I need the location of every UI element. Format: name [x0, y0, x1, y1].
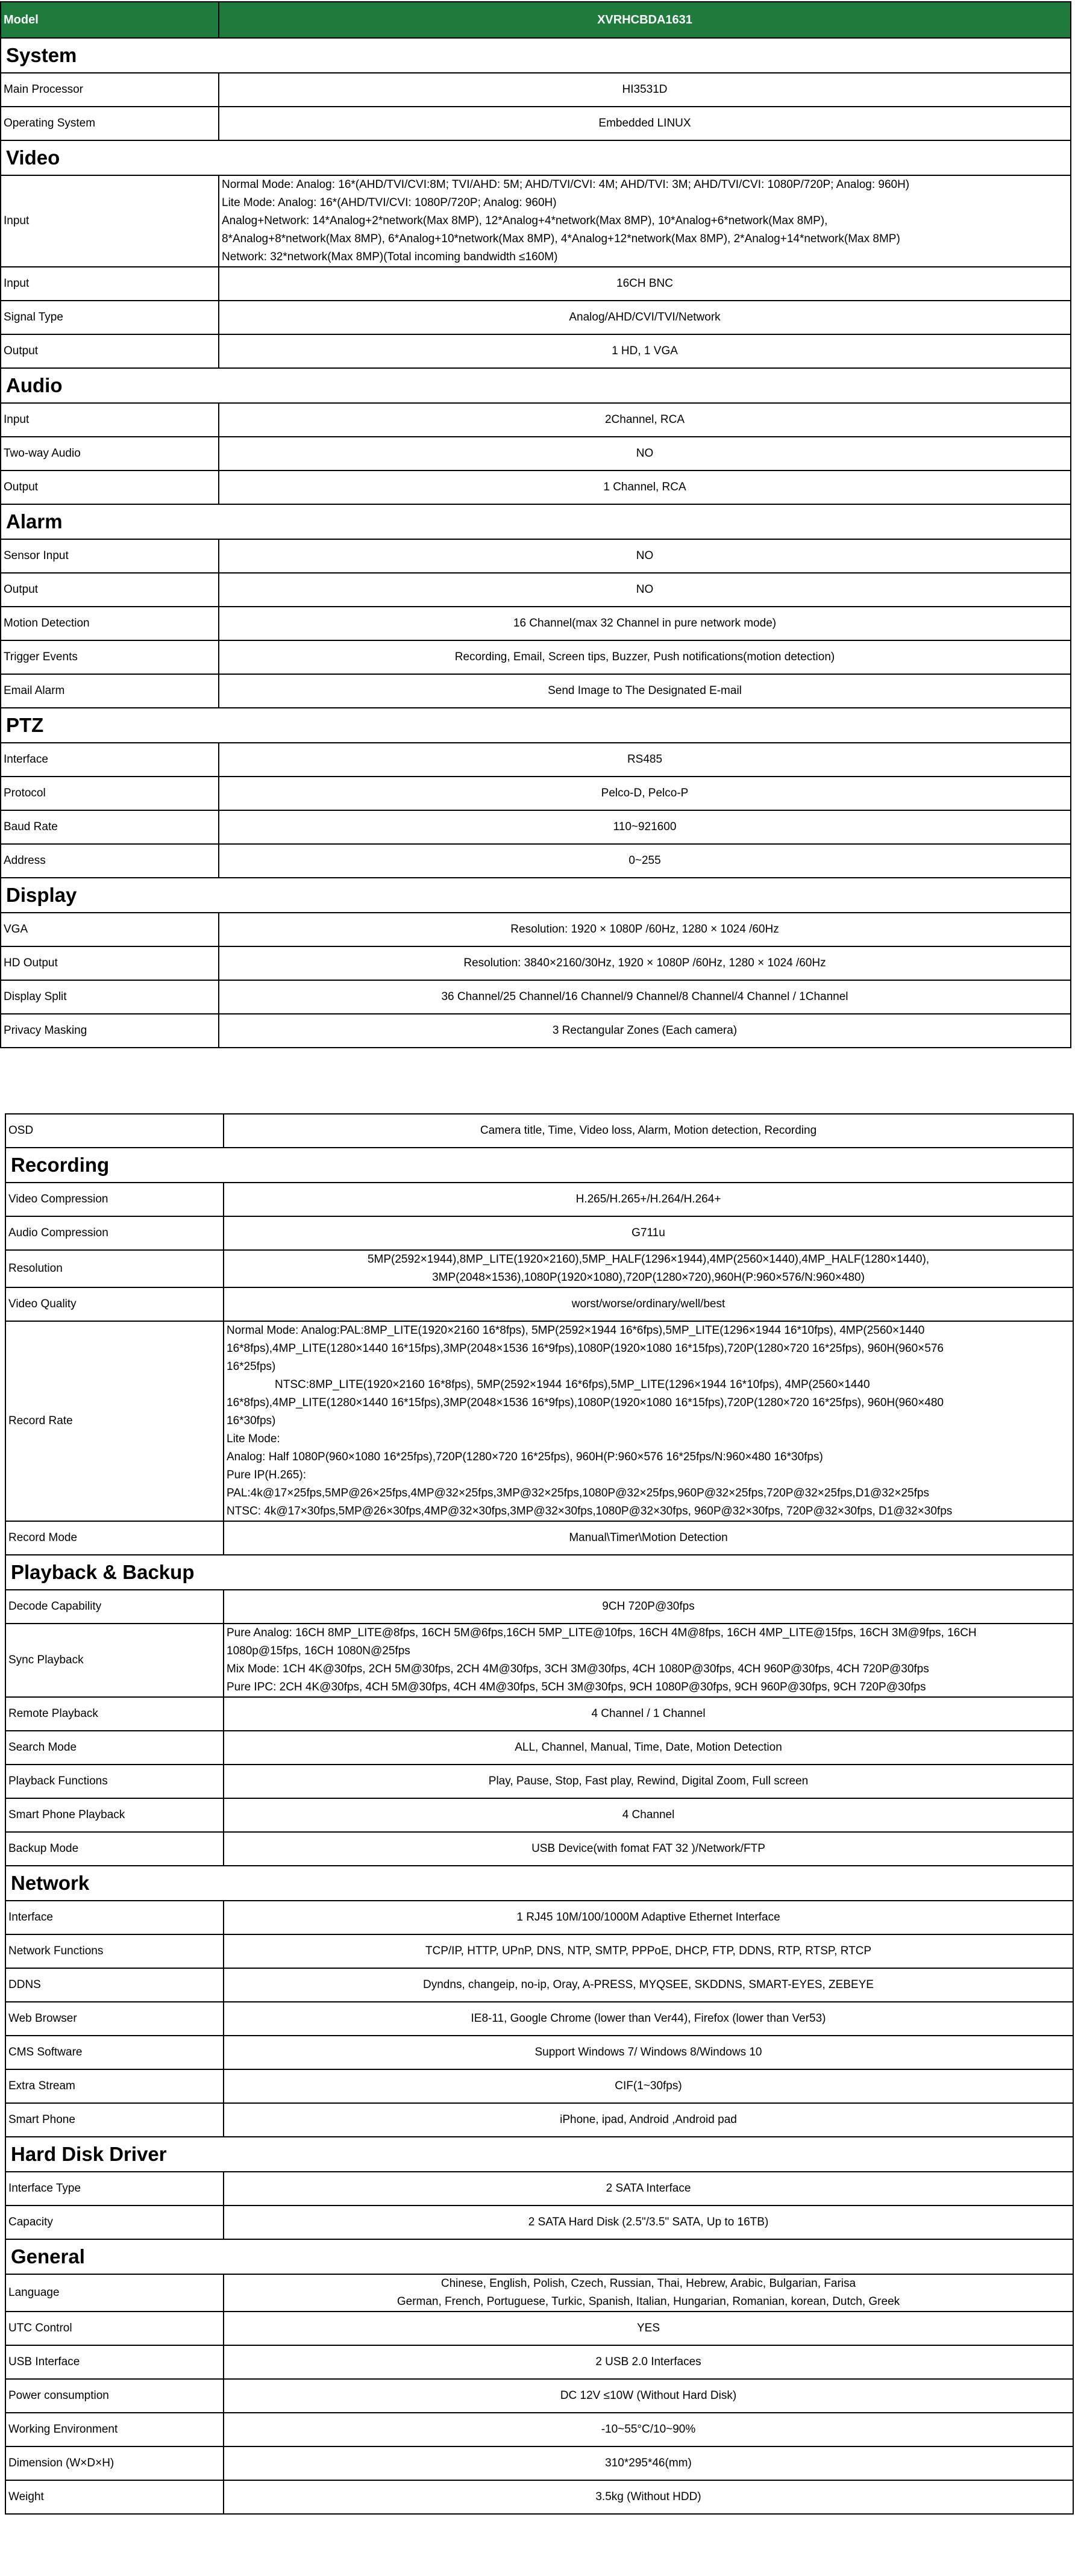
spec-row-video-compression — [5, 1183, 1073, 1216]
spec-value — [224, 2206, 1073, 2239]
section-ptz — [1, 708, 1071, 743]
section-network — [5, 1866, 1073, 1901]
spec-row-baud-rate — [1, 810, 1071, 844]
section-title: Video — [1, 140, 1071, 175]
spec-value-line: 1 RJ45 10M/100/1000M Adaptive Ethernet Interface — [516, 1911, 780, 1924]
spec-value — [224, 2413, 1073, 2446]
spec-label: USB Interface — [5, 2345, 224, 2379]
section-audio — [1, 368, 1071, 403]
spec-label: Trigger Events — [1, 640, 219, 674]
section-alarm — [1, 504, 1071, 539]
spec-label: Playback Functions — [5, 1765, 224, 1798]
section-title: Hard Disk Driver — [5, 2137, 1073, 2172]
spec-row-protocol — [1, 777, 1071, 810]
spec-label: Email Alarm — [1, 674, 219, 708]
spec-row-remote-playback — [5, 1697, 1073, 1731]
spec-label: Extra Stream — [5, 2069, 224, 2103]
spec-row-working-environment — [5, 2413, 1073, 2446]
section-title: Display — [1, 878, 1071, 913]
spec-row-record-rate — [5, 1321, 1073, 1521]
spec-label: OSD — [5, 1114, 224, 1148]
spec-label: Dimension (W×D×H) — [5, 2446, 224, 2480]
section-title: Playback & Backup — [5, 1555, 1073, 1590]
spec-value-line: Camera title, Time, Video loss, Alarm, Motion detection, Recording — [480, 1124, 817, 1137]
spec-value — [224, 2002, 1073, 2036]
spec-row-search-mode — [5, 1731, 1073, 1765]
spec-value-line: Resolution: 3840×2160/30Hz, 1920 × 1080P /60Hz, 1280 × 1024 /60Hz — [463, 957, 826, 969]
spec-label: Smart Phone — [5, 2103, 224, 2137]
section-title: Recording — [5, 1148, 1073, 1183]
spec-value — [219, 607, 1071, 640]
spec-row-playback-functions — [5, 1765, 1073, 1798]
spec-value-line: IE8-11, Google Chrome (lower than Ver44), Firefox (lower than Ver53) — [471, 2012, 826, 2025]
spec-value-line: Lite Mode: Analog: 16*(AHD/TVI/CVI: 1080P/720P; Analog: 960H) — [222, 196, 557, 209]
spec-value-line: Resolution: 1920 × 1080P /60Hz, 1280 × 1024 /60Hz — [510, 923, 779, 936]
spec-label: Display Split — [1, 980, 219, 1014]
spec-label: DDNS — [5, 1968, 224, 2002]
spec-row-input — [1, 175, 1071, 267]
spec-value — [219, 810, 1071, 844]
spec-label: Sync Playback — [5, 1624, 224, 1697]
spec-value-line: NTSC: 4k@17×30fps,5MP@26×30fps,4MP@32×30fps,3MP@32×30fps,1080P@32×30fps, 960P@32×30fps, 720P@32×30fps, D1@32×30fps — [227, 1505, 953, 1518]
spec-value-line: 16*8fps),4MP_LITE(1280×1440 16*15fps),3MP(2048×1536 16*9fps),1080P(1920×1080 16*15fps),720P(1280×720 16*25fps), 960H(960×480 — [227, 1396, 944, 1409]
spec-row-smart-phone-playback — [5, 1798, 1073, 1832]
spec-value-line: Manual\Timer\Motion Detection — [569, 1531, 728, 1544]
spec-value — [224, 1287, 1073, 1321]
spec-value — [219, 640, 1071, 674]
spec-value-line: Embedded LINUX — [598, 117, 691, 130]
spec-value-line: Network: 32*network(Max 8MP)(Total incoming bandwidth ≤160M) — [222, 251, 558, 263]
spec-row-address — [1, 844, 1071, 878]
spec-row-dimension-w-d-h — [5, 2446, 1073, 2480]
spec-row-input — [1, 267, 1071, 301]
spec-value-line: Pelco-D, Pelco-P — [601, 787, 689, 799]
spec-label: Video Compression — [5, 1183, 224, 1216]
spec-value-line: 3.5kg (Without HDD) — [595, 2490, 701, 2503]
section-title: System — [1, 38, 1071, 73]
spec-value-line: Chinese, English, Polish, Czech, Russian, Thai, Hebrew, Arabic, Bulgarian, Farisa — [440, 2277, 856, 2290]
spec-row-interface — [5, 1901, 1073, 1934]
spec-value-line: Pure IP(H.265): — [227, 1469, 306, 1481]
spec-value-line: Analog: Half 1080P(960×1080 16*25fps),720P(1280×720 16*25fps), 960H(P:960×576 16*25fps/N:960×480 16*30fps) — [227, 1451, 823, 1463]
spec-value — [219, 844, 1071, 878]
spec-value-line: 2Channel, RCA — [604, 413, 685, 426]
spec-label: VGA — [1, 913, 219, 946]
spec-value — [224, 1798, 1073, 1832]
section-display — [1, 878, 1071, 913]
spec-value — [224, 1114, 1073, 1148]
spec-value-line: H.265/H.265+/H.264/H.264+ — [575, 1193, 721, 1205]
spec-row-sync-playback — [5, 1624, 1073, 1697]
spec-label: Output — [1, 470, 219, 504]
spec-label: Output — [1, 334, 219, 368]
spec-label: CMS Software — [5, 2036, 224, 2069]
spec-row-sensor-input — [1, 539, 1071, 573]
spec-label: Interface Type — [5, 2172, 224, 2206]
spec-label: Interface — [5, 1901, 224, 1934]
spec-row-utc-control — [5, 2312, 1073, 2345]
spec-label: Backup Mode — [5, 1832, 224, 1866]
spec-value — [224, 1590, 1073, 1624]
spec-value — [224, 2480, 1073, 2514]
spec-value-line: 16*30fps) — [227, 1415, 276, 1427]
spec-row-privacy-masking — [1, 1014, 1071, 1048]
spec-value-line: 1080p@15fps, 16CH 1080N@25fps — [227, 1645, 410, 1657]
section-title: General — [5, 2239, 1073, 2274]
spec-row-display-split — [1, 980, 1071, 1014]
spec-row-extra-stream — [5, 2069, 1073, 2103]
spec-label: Input — [1, 267, 219, 301]
spec-label: Smart Phone Playback — [5, 1798, 224, 1832]
spec-value-line: 9CH 720P@30fps — [602, 1600, 695, 1613]
spec-label: Capacity — [5, 2206, 224, 2239]
spec-value-line: Lite Mode: — [227, 1433, 280, 1445]
spec-label: Resolution — [5, 1250, 224, 1287]
spec-label: Network Functions — [5, 1934, 224, 1968]
spec-value-line: 1 HD, 1 VGA — [612, 345, 678, 357]
spec-value-line: Recording, Email, Screen tips, Buzzer, Push notifications(motion detection) — [454, 651, 835, 663]
spec-label: Audio Compression — [5, 1216, 224, 1250]
spec-value — [224, 2312, 1073, 2345]
spec-label: Operating System — [1, 107, 219, 140]
spec-row-main-processor — [1, 73, 1071, 107]
spec-value-line: 16*8fps),4MP_LITE(1280×1440 16*15fps),3MP(2048×1536 16*9fps),1080P(1920×1080 16*15fps),720P(1280×720 16*25fps), 960H(960×576 — [227, 1342, 944, 1355]
model-label: Model — [1, 2, 219, 38]
spec-value — [224, 1183, 1073, 1216]
section-title: Alarm — [1, 504, 1071, 539]
spec-value-line: USB Device(with fomat FAT 32 )/Network/FTP — [531, 1842, 765, 1855]
spec-table-continued — [5, 1113, 1074, 2515]
section-title: PTZ — [1, 708, 1071, 743]
spec-value-line: Pure Analog: 16CH 8MP_LITE@8fps, 16CH 5M@6fps,16CH 5MP_LITE@10fps, 16CH 4M@8fps, 16CH 4MP_LITE@15fps, 16CH 3M@9fps, 16CH — [227, 1627, 977, 1639]
spec-value — [224, 1521, 1073, 1555]
spec-value-line: 5MP(2592×1944),8MP_LITE(1920×2160),5MP_HALF(1296×1944),4MP(2560×1440),4MP_HALF(1280×1440), — [367, 1253, 930, 1266]
spec-value — [219, 777, 1071, 810]
spec-label: Privacy Masking — [1, 1014, 219, 1048]
spec-label: Decode Capability — [5, 1590, 224, 1624]
spec-value-line: RS485 — [627, 753, 663, 766]
spec-row-vga — [1, 913, 1071, 946]
spec-value — [224, 2069, 1073, 2103]
spec-row-email-alarm — [1, 674, 1071, 708]
spec-row-audio-compression — [5, 1216, 1073, 1250]
spec-label: Video Quality — [5, 1287, 224, 1321]
spec-value-line: 0~255 — [628, 854, 661, 867]
spec-value-line: HI3531D — [622, 83, 668, 96]
spec-value — [224, 1832, 1073, 1866]
spec-value-line: ALL, Channel, Manual, Time, Date, Motion Detection — [515, 1741, 782, 1754]
spec-row-hd-output — [1, 946, 1071, 980]
spec-label: HD Output — [1, 946, 219, 980]
spec-row-cms-software — [5, 2036, 1073, 2069]
spec-row-capacity — [5, 2206, 1073, 2239]
spec-value-line: Send Image to The Designated E-mail — [548, 684, 742, 697]
spec-label: Power consumption — [5, 2379, 224, 2413]
spec-row-power-consumption — [5, 2379, 1073, 2413]
section-general — [5, 2239, 1073, 2274]
spec-value — [219, 539, 1071, 573]
spec-value-line: DC 12V ≤10W (Without Hard Disk) — [560, 2389, 737, 2402]
section-system — [1, 38, 1071, 73]
section-recording — [5, 1148, 1073, 1183]
spec-value — [224, 1624, 1073, 1697]
spec-row-decode-capability — [5, 1590, 1073, 1624]
spec-value-line: 8*Analog+8*network(Max 8MP), 6*Analog+10*network(Max 8MP), 4*Analog+12*network(Max 8MP), 2*Analog+14*network(Max 8MP) — [222, 233, 900, 245]
spec-value-line: Normal Mode: Analog:PAL:8MP_LITE(1920×2160 16*8fps), 5MP(2592×1944 16*6fps),5MP_LITE(1296×1944 16*10fps), 4MP(2560×1440 — [227, 1324, 925, 1337]
spec-value — [224, 2172, 1073, 2206]
spec-label: Weight — [5, 2480, 224, 2514]
spec-row-output — [1, 470, 1071, 504]
spec-value — [219, 301, 1071, 334]
spec-value — [219, 73, 1071, 107]
spec-value-line: 4 Channel — [622, 1809, 675, 1821]
spec-row-web-browser — [5, 2002, 1073, 2036]
spec-value — [224, 2103, 1073, 2137]
spec-value — [219, 267, 1071, 301]
spec-value-line: 110~921600 — [613, 821, 677, 833]
spec-row-operating-system — [1, 107, 1071, 140]
spec-value — [219, 980, 1071, 1014]
section-playback-backup — [5, 1555, 1073, 1590]
spec-value — [224, 1216, 1073, 1250]
spec-row-smart-phone — [5, 2103, 1073, 2137]
spec-label: Sensor Input — [1, 539, 219, 573]
spec-row-record-mode — [5, 1521, 1073, 1555]
spec-value — [224, 2446, 1073, 2480]
spec-value — [219, 107, 1071, 140]
spec-row-output — [1, 573, 1071, 607]
spec-value-line: iPhone, ipad, Android ,Android pad — [560, 2113, 737, 2126]
spec-value-line: 3MP(2048×1536),1080P(1920×1080),720P(1280×720),960H(P:960×576/N:960×480) — [432, 1271, 865, 1284]
spec-value-line: Pure IPC: 2CH 4K@30fps, 4CH 5M@30fps, 4CH 4M@30fps, 5CH 3M@30fps, 9CH 1080P@30fps, 9CH 960P@30fps, 9CH 720P@30fps — [227, 1681, 926, 1693]
spec-table-main — [0, 1, 1071, 1048]
spec-value-line: 4 Channel / 1 Channel — [591, 1707, 706, 1720]
spec-value — [224, 2274, 1073, 2312]
spec-label: Protocol — [1, 777, 219, 810]
spec-value-line: 36 Channel/25 Channel/16 Channel/9 Channel/8 Channel/4 Channel / 1Channel — [441, 990, 848, 1003]
spec-value-line: 3 Rectangular Zones (Each camera) — [552, 1024, 738, 1037]
spec-value-line: NO — [636, 447, 654, 460]
spec-label: Web Browser — [5, 2002, 224, 2036]
spec-row-backup-mode — [5, 1832, 1073, 1866]
spec-label: Input — [1, 403, 219, 437]
section-title: Audio — [1, 368, 1071, 403]
spec-label: Language — [5, 2274, 224, 2312]
spec-label: Address — [1, 844, 219, 878]
spec-value — [224, 1901, 1073, 1934]
spec-value-line: 2 SATA Interface — [606, 2182, 691, 2195]
spec-row-input — [1, 403, 1071, 437]
spec-value-line: 16*25fps) — [227, 1360, 276, 1373]
spec-value-line: Dyndns, changeip, no-ip, Oray, A-PRESS, MYQSEE, SKDDNS, SMART-EYES, ZEBEYE — [423, 1978, 874, 1991]
spec-value — [224, 1731, 1073, 1765]
spec-label: Interface — [1, 743, 219, 777]
spec-label: Motion Detection — [1, 607, 219, 640]
spec-row-ddns — [5, 1968, 1073, 2002]
spec-value-line: 16 Channel(max 32 Channel in pure network mode) — [513, 617, 777, 630]
spec-value — [224, 1321, 1073, 1521]
spec-row-output — [1, 334, 1071, 368]
spec-value-line: PAL:4k@17×25fps,5MP@26×25fps,4MP@32×25fps,3MP@32×25fps,1080P@32×25fps,960P@32×25fps,720P@32×25fps,D1@32×25fps — [227, 1487, 929, 1499]
spec-value-line: NTSC:8MP_LITE(1920×2160 16*8fps), 5MP(2592×1944 16*6fps),5MP_LITE(1296×1944 16*10fps), 4MP(2560×1440 — [275, 1378, 870, 1391]
spec-label: Search Mode — [5, 1731, 224, 1765]
spec-value-line: CIF(1~30fps) — [615, 2080, 682, 2092]
spec-value-line: Support Windows 7/ Windows 8/Windows 10 — [534, 2046, 762, 2059]
spec-value — [219, 946, 1071, 980]
spec-value-line: Normal Mode: Analog: 16*(AHD/TVI/CVI:8M; TVI/AHD: 5M; AHD/TVI/CVI: 4M; AHD/TVI: 3M; AHD/TVI/CVI: 1080P/720P; Analog: 960H) — [222, 178, 910, 191]
spec-row-language — [5, 2274, 1073, 2312]
spec-row-weight — [5, 2480, 1073, 2514]
section-video — [1, 140, 1071, 175]
model-header-row — [1, 2, 1071, 38]
spec-row-signal-type — [1, 301, 1071, 334]
spec-value-line: 16CH BNC — [616, 277, 673, 290]
spec-value — [224, 1934, 1073, 1968]
spec-label: Output — [1, 573, 219, 607]
section-title: Network — [5, 1866, 1073, 1901]
spec-row-trigger-events — [1, 640, 1071, 674]
spec-value-line: NO — [636, 583, 654, 596]
spec-value — [224, 2345, 1073, 2379]
spec-value-line: worst/worse/ordinary/well/best — [571, 1298, 726, 1310]
spec-row-osd — [5, 1114, 1073, 1148]
spec-value — [219, 1014, 1071, 1048]
spec-value — [224, 1968, 1073, 2002]
spec-value-line: Play, Pause, Stop, Fast play, Rewind, Digital Zoom, Full screen — [488, 1775, 809, 1787]
spec-value-line: -10~55°C/10~90% — [601, 2423, 696, 2436]
spec-value-line: 310*295*46(mm) — [605, 2457, 692, 2469]
spec-value — [219, 470, 1071, 504]
spec-row-motion-detection — [1, 607, 1071, 640]
spec-value-line: YES — [636, 2322, 660, 2334]
spec-row-network-functions — [5, 1934, 1073, 1968]
spec-value — [219, 674, 1071, 708]
spec-value — [224, 1697, 1073, 1731]
spec-value-line: Analog/AHD/CVI/TVI/Network — [569, 311, 721, 324]
spec-value — [224, 2379, 1073, 2413]
spec-value — [224, 1250, 1073, 1287]
spec-label: UTC Control — [5, 2312, 224, 2345]
spec-row-interface-type — [5, 2172, 1073, 2206]
spec-value — [219, 913, 1071, 946]
spec-value-line: German, French, Portuguese, Turkic, Spanish, Italian, Hungarian, Romanian, korean, Dutch, Greek — [396, 2295, 900, 2308]
spec-value-line: 1 Channel, RCA — [603, 481, 686, 493]
spec-label: Input — [1, 175, 219, 267]
spec-row-resolution — [5, 1250, 1073, 1287]
spec-row-interface — [1, 743, 1071, 777]
spec-label: Main Processor — [1, 73, 219, 107]
spec-row-usb-interface — [5, 2345, 1073, 2379]
spec-value — [224, 1765, 1073, 1798]
spec-row-two-way-audio — [1, 437, 1071, 470]
spec-label: Signal Type — [1, 301, 219, 334]
spec-label: Working Environment — [5, 2413, 224, 2446]
spec-value — [219, 573, 1071, 607]
spec-value — [219, 437, 1071, 470]
spec-value-line: Mix Mode: 1CH 4K@30fps, 2CH 5M@30fps, 2CH 4M@30fps, 3CH 3M@30fps, 4CH 1080P@30fps, 4CH 960P@30fps, 4CH 720P@30fps — [227, 1663, 929, 1675]
spec-label: Record Mode — [5, 1521, 224, 1555]
spec-label: Remote Playback — [5, 1697, 224, 1731]
spec-value-line: 2 USB 2.0 Interfaces — [595, 2356, 701, 2368]
spec-row-video-quality — [5, 1287, 1073, 1321]
spec-value — [219, 403, 1071, 437]
spec-label: Two-way Audio — [1, 437, 219, 470]
spec-label: Record Rate — [5, 1321, 224, 1521]
spec-value-line: G711u — [632, 1227, 665, 1239]
model-value: XVRHCBDA1631 — [219, 2, 1071, 38]
spec-value — [219, 743, 1071, 777]
spec-value — [224, 2036, 1073, 2069]
spec-value-line: TCP/IP, HTTP, UPnP, DNS, NTP, SMTP, PPPoE, DHCP, FTP, DDNS, RTP, RTSP, RTCP — [425, 1945, 872, 1957]
spec-value-line: NO — [636, 549, 654, 562]
spec-value-line: 2 SATA Hard Disk (2.5"/3.5" SATA, Up to 16TB) — [528, 2216, 769, 2228]
spec-value-line: Analog+Network: 14*Analog+2*network(Max 8MP), 12*Analog+4*network(Max 8MP), 10*Analog+6*network(Max 8MP), — [222, 214, 828, 227]
spec-value — [219, 175, 1071, 267]
spec-label: Baud Rate — [1, 810, 219, 844]
spec-value — [219, 334, 1071, 368]
section-hard-disk-driver — [5, 2137, 1073, 2172]
